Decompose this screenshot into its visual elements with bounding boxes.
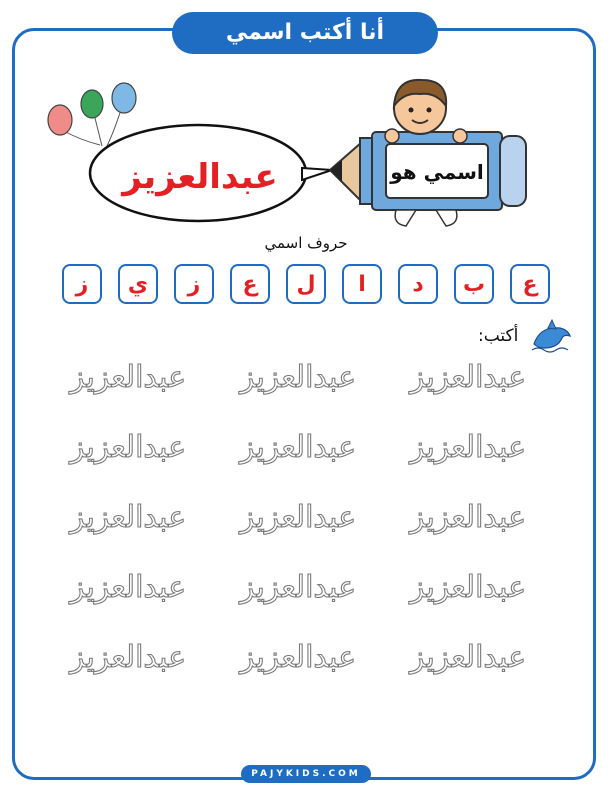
letter-box: ع [230, 264, 270, 304]
letter-box: ز [62, 264, 102, 304]
letters-heading: حروف اسمي [264, 234, 348, 252]
trace-word[interactable]: عبدالعزيز [70, 570, 187, 605]
trace-word[interactable]: عبدالعزيز [410, 360, 527, 395]
trace-word[interactable]: عبدالعزيز [240, 570, 357, 605]
trace-word[interactable]: عبدالعزيز [70, 360, 187, 395]
pencil-label: اسمي هو [390, 160, 484, 184]
header-illustration [40, 70, 580, 230]
trace-word[interactable]: عبدالعزيز [70, 500, 187, 535]
trace-word[interactable]: عبدالعزيز [410, 570, 527, 605]
letter-box: ا [342, 264, 382, 304]
trace-word[interactable]: عبدالعزيز [240, 360, 357, 395]
balloon-icon [48, 105, 72, 135]
trace-word[interactable]: عبدالعزيز [410, 640, 527, 675]
write-label: أكتب: [478, 326, 519, 346]
letter-box: ز [174, 264, 214, 304]
name-bubble-text: عبدالعزيز [122, 157, 278, 197]
balloon-icon [112, 83, 136, 113]
letter-boxes [62, 264, 550, 308]
trace-word[interactable]: عبدالعزيز [410, 500, 527, 535]
tracing-grid [60, 360, 550, 700]
footer-brand: PAJYKIDS.COM [241, 765, 371, 783]
trace-word[interactable]: عبدالعزيز [240, 500, 357, 535]
trace-word[interactable]: عبدالعزيز [240, 640, 357, 675]
trace-word[interactable]: عبدالعزيز [70, 430, 187, 465]
trace-word[interactable]: عبدالعزيز [410, 430, 527, 465]
letter-box: د [398, 264, 438, 304]
page-title: أنا أكتب اسمي [172, 12, 438, 54]
balloon-icon [81, 90, 103, 118]
letter-box: ع [510, 264, 550, 304]
letter-box: ب [454, 264, 494, 304]
letter-box: ي [118, 264, 158, 304]
trace-word[interactable]: عبدالعزيز [70, 640, 187, 675]
dolphin-icon [530, 318, 572, 354]
trace-word[interactable]: عبدالعزيز [240, 430, 357, 465]
letter-box: ل [286, 264, 326, 304]
